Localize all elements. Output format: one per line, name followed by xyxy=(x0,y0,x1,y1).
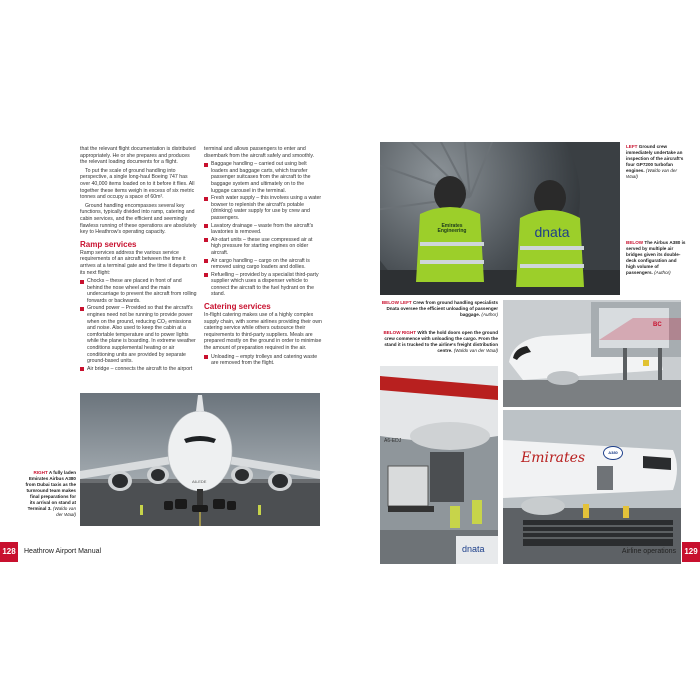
left-footer xyxy=(0,542,340,562)
list-item: Unloading – empty trolleys and catering waste are removed from the flight. xyxy=(204,354,322,367)
left-text-column-2 xyxy=(204,146,322,368)
cargo-unloading-image xyxy=(503,410,681,564)
a380-taxi-image xyxy=(80,393,320,526)
ramp-intro: Ramp services address the various service requirements of an aircraft between the time it arrives at a terminal gate and the time it departs on its next flight: xyxy=(80,249,198,276)
air-bridges-image xyxy=(503,300,681,407)
baggage-unloading-photo xyxy=(380,366,498,564)
emirates-livery: Emirates xyxy=(521,450,586,466)
vest-emirates-engineering-text: Emirates Engineering xyxy=(437,223,467,234)
caption-text: The Airbus A380 is served by multiple air bridges given its double-deck configuration and high volume of passengers. xyxy=(626,240,686,275)
ramp-list xyxy=(80,278,198,372)
caption-credit: (Author) xyxy=(654,270,671,275)
paragraph: that the relevant flight documentation is distributed appropriately. He or she prepares and produces the relevant loading documents for a flight. xyxy=(80,146,196,166)
ground-list xyxy=(204,161,322,298)
left-text-column-1 xyxy=(80,146,198,373)
baggage-unloading-image xyxy=(380,366,498,564)
caption-label: RIGHT xyxy=(33,470,48,475)
list-item: Baggage handling – carried out using belt loaders and baggage carts, which transfer passenger suitcases from the aircraft to the baggage system and ultimately on to the luggage carousel in the terminal. xyxy=(204,161,322,194)
caption-text: With the hold doors open the ground crew commence with unloading the cargo. From the stand it is trucked to the airline's freight distribution centre. xyxy=(384,330,498,353)
right-page-number: 129 xyxy=(682,542,700,562)
ground-crew-photo xyxy=(380,142,620,295)
caption-label: BELOW LEFT xyxy=(381,300,412,305)
vest-dnata-logo: dnata xyxy=(534,224,570,240)
air-bridge-airline-mark: BC xyxy=(653,322,662,328)
list-item: Air-start units – these use compressed air at high pressure for starting engines on older aircraft. xyxy=(204,237,322,257)
list-item: Refuelling – provided by a specialist third-party supplier which uses a dispenser vehicle to connect the aircraft to the fuel hydrant on the stand. xyxy=(204,272,322,298)
catering-paragraph: In-flight catering makes use of a highly complex supply chain, with some airlines providing their own catering service while others outsource their requirements to third-party suppliers. Meals are prepared mostly on the ground in order to minimise the amount of preparation required in the air. xyxy=(204,312,322,352)
caption-text: A fully laden Emirates Airbus A380 from Dubai taxis as the turnround team makes final preparations for its arrival on stand at Terminal 3. xyxy=(25,470,76,511)
a380-badge: A380 xyxy=(603,446,623,460)
caption-label: LEFT xyxy=(626,144,638,149)
cargo-unloading-photo xyxy=(503,410,681,564)
ramp-services-heading: Ramp services xyxy=(80,239,137,249)
ground-crew-image xyxy=(380,142,620,295)
caption-label: BELOW xyxy=(626,240,644,245)
catering-list xyxy=(204,354,322,367)
left-footer-title: Heathrow Airport Manual xyxy=(24,548,102,555)
list-item: Chocks – these are placed in front of and behind the nose wheel and the main undercarriage to prevent the aircraft from rolling forwards or backwards. xyxy=(80,278,198,304)
below-left-photo-caption xyxy=(380,300,498,318)
list-item: Fresh water supply – this involves using a water bowser to replenish the aircraft's potable (drinking) water supply for use by crew and passengers. xyxy=(204,195,322,221)
caption-credit: (Author) xyxy=(481,312,498,317)
paragraph: terminal and allows passengers to enter and disembark from the aircraft safely and smoothly. xyxy=(204,146,315,159)
caption-credit: (Waldo van der Waal) xyxy=(626,168,677,179)
a380-taxi-photo xyxy=(80,393,320,665)
below-right-photo-caption xyxy=(380,330,498,354)
left-photo-caption xyxy=(626,144,686,180)
caption-credit: (Waldo van der Waal) xyxy=(453,348,498,353)
right-footer xyxy=(360,542,700,562)
list-item: Lavatory drainage – waste from the aircraft's lavatories is removed. xyxy=(204,223,322,236)
paragraph: Ground handling encompasses several key functions, typically divided into ramp, catering and cabin services, and the efficient and seemingly flawless running of these operations are absolutely key to Heathrow's operating capacity. xyxy=(80,202,197,236)
paragraph: To put the scale of ground handling into perspective, a single long-haul Boeing 747 has over 40,000 items loaded on to it before it flies. All together these items weigh in excess of six metric tonnes and occupy a space of 60m². xyxy=(80,167,195,201)
caption-text: Ground crew immediately undertake an inspection of the aircraft's four GP7200 turbofan engines. xyxy=(626,144,684,173)
list-item: Air cargo handling – cargo on the aircraft is removed using cargo loaders and dollies. xyxy=(204,258,322,271)
tail-registration: A6-EDJ xyxy=(384,438,402,444)
caption-text: Crew from ground handling specialists Dnata oversee the efficient unloading of passenger baggage. xyxy=(386,300,498,317)
aircraft-registration: A6-EDE xyxy=(192,479,207,484)
catering-services-heading: Catering services xyxy=(204,302,271,312)
list-item: Ground power – Provided so that the aircraft's engines need not be running to provide power when on the ground, reducing CO₂ emissions and noise. Also used to keep the cabin at a comfortable temperature and to power lights while the plane is boarding. In extreme weather conditions supplemental heating or air conditioning units are provided by separate ground-based units. xyxy=(80,305,198,364)
left-page-number: 128 xyxy=(0,542,18,562)
cart-dnata-logo: dnata xyxy=(462,544,485,554)
right-photo-caption xyxy=(24,470,76,518)
right-footer-title: Airline operations xyxy=(621,548,676,555)
book-spread xyxy=(0,140,700,564)
air-bridges-photo xyxy=(503,300,681,407)
caption-label: BELOW RIGHT xyxy=(383,330,417,335)
caption-credit: (Waldo van der Waal) xyxy=(52,506,76,517)
list-item: Air bridge – connects the aircraft to the airport xyxy=(80,366,198,373)
below-photo-caption xyxy=(626,240,686,276)
